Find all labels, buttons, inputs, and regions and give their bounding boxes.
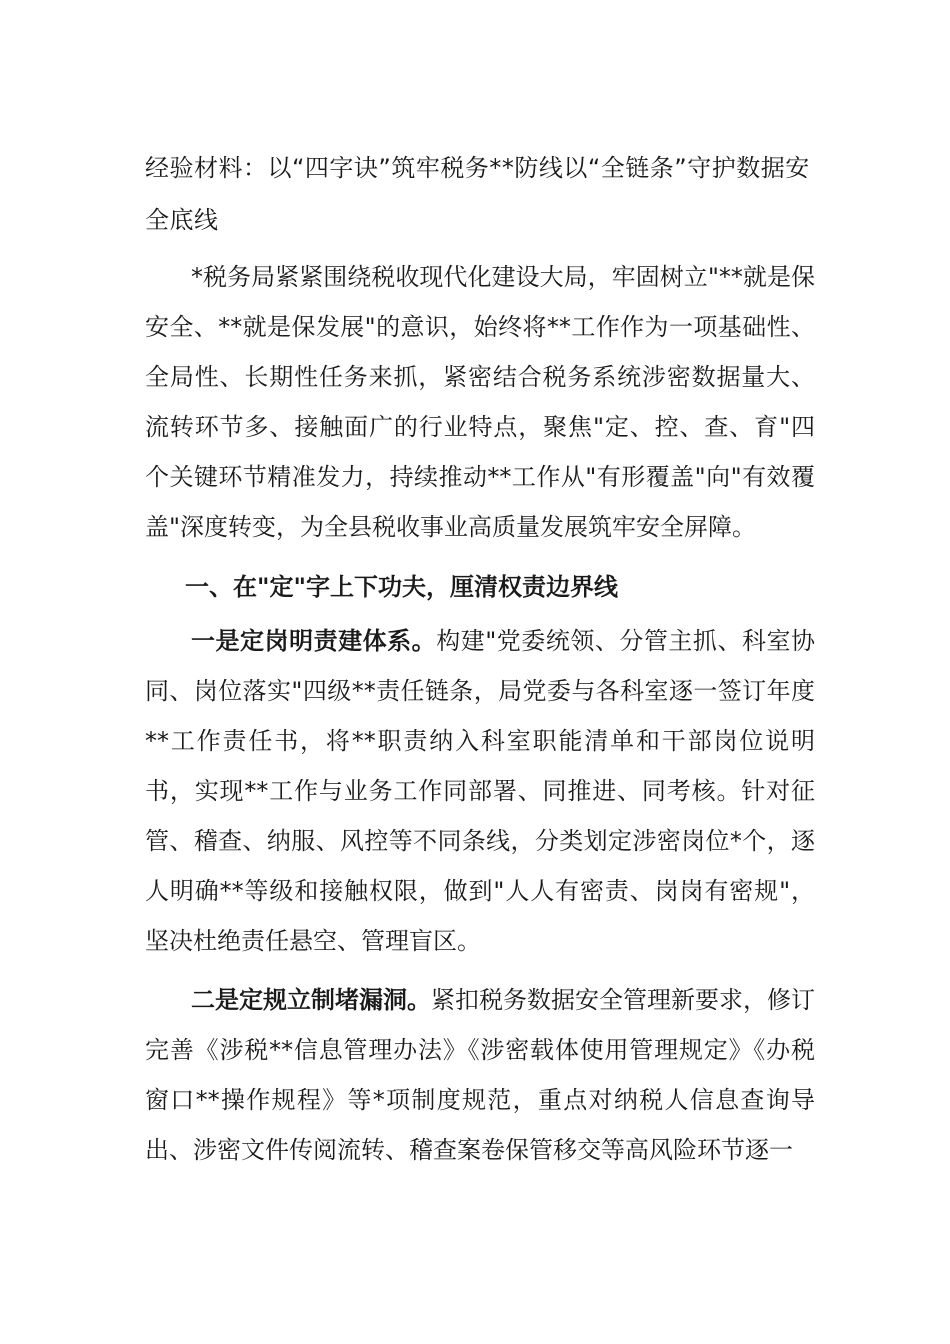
item-2-text: 紧扣税务数据安全管理新要求，修订完善《涉税**信息管理办法》《涉密载体使用管理规定》《办税窗口**操作规程》等*项制度规范，重点对纳税人信息查询导出、涉密文件传阅流转、稽查案卷保管移交等高风险环节逐一 <box>145 986 815 1164</box>
document-title: 经验材料：以“四字诀”筑牢税务**防线以“全链条”守护数据安全底线 <box>145 154 810 234</box>
section-heading-1: 一、在"定"字上下功夫，厘清权责边界线 <box>185 573 619 601</box>
intro-paragraph: *税务局紧紧围绕税收现代化建设大局，牢固树立"**就是保安全、**就是保发展"的意识，始终将**工作作为一项基础性、全局性、长期性任务来抓，紧密结合税务系统涉密数据量大、流转环节多、接触面广的行业特点，聚焦"定、控、查、育"四个关键环节精准发力，持续推动**工作从"有形覆盖"向"有效覆盖"深度转变，为全县税收事业高质量发展筑牢安全屏障。 <box>145 263 815 541</box>
item-2-lead: 二是定规立制堵漏洞。 <box>191 986 431 1014</box>
item-1-lead: 一是定岗明责建体系。 <box>191 627 437 655</box>
paragraph-item-1 <box>145 616 815 966</box>
item-1-text: 构建"党委统领、分管主抓、科室协同、岗位落实"四级**责任链条，局党委与各科室逐一签订年度**工作责任书，将**职责纳入科室职能清单和干部岗位说明书，实现**工作与业务工作同部署、同推进、同考核。针对征管、稽查、纳服、风控等不同条线，分类划定涉密岗位*个，逐人明确**等级和接触权限，做到"人人有密责、岗岗有密规"，坚决杜绝责任悬空、管理盲区。 <box>145 627 815 955</box>
paragraph-item-2 <box>145 975 815 1175</box>
